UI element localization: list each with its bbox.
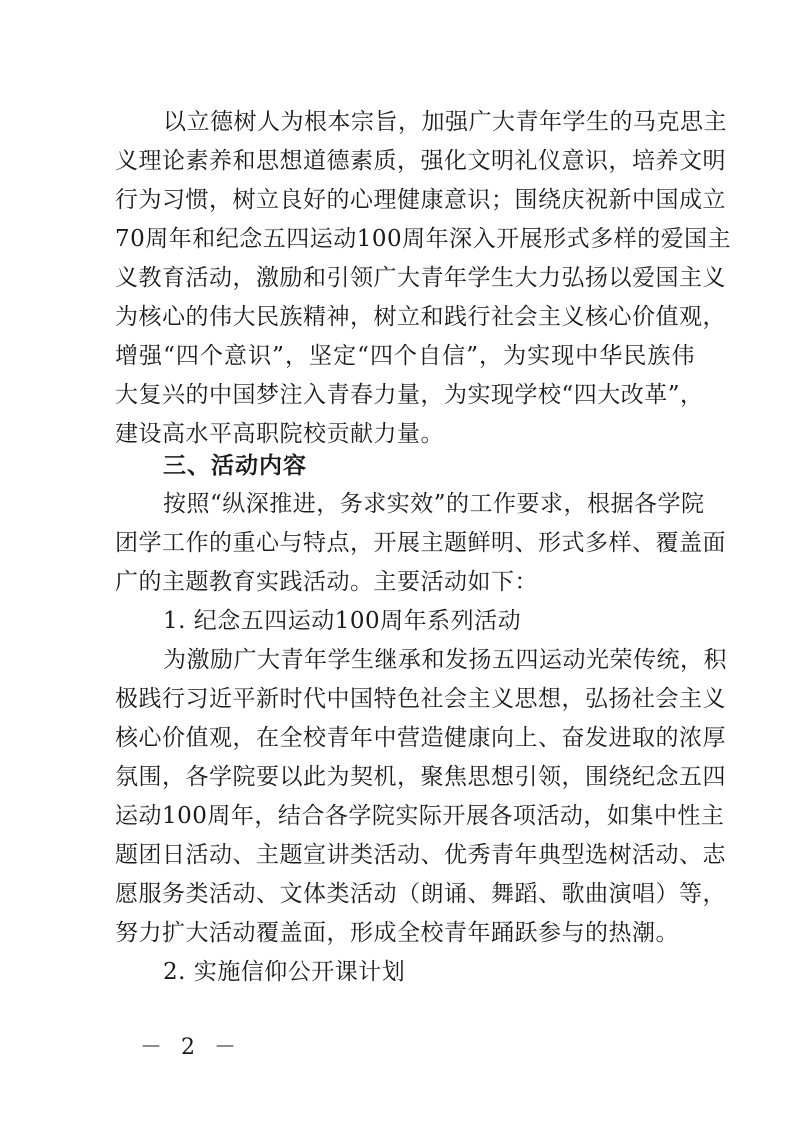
paragraph-line: 行为习惯，树立良好的心理健康意识；围绕庆祝新中国成立 [115, 187, 726, 213]
paragraph-line: 为核心的伟大民族精神，树立和践行社会主义核心价值观， [115, 304, 726, 330]
paragraph-line: 义理论素养和思想道德素质，强化文明礼仪意识，培养文明 [115, 148, 726, 174]
paragraph-line: 广的主题教育实践活动。主要活动如下： [115, 569, 538, 595]
paragraph-line: 增强“四个意识”，坚定“四个自信”，为实现中华民族伟 [115, 343, 695, 369]
section-heading: 三、活动内容 [163, 453, 307, 479]
paragraph-line: 极践行习近平新时代中国特色社会主义思想，弘扬社会主义 [115, 686, 726, 712]
paragraph-line: 愿服务类活动、文体类活动（朗诵、舞蹈、歌曲演唱）等， [115, 881, 726, 907]
paragraph-line: 义教育活动，激励和引领广大青年学生大力弘扬以爱国主义 [115, 265, 726, 291]
paragraph-line: 大复兴的中国梦注入青春力量，为实现学校“四大改革”， [115, 382, 704, 408]
paragraph-line: 70周年和纪念五四运动100周年深入开展形式多样的爱国主 [115, 226, 732, 252]
page-number: － 2 － [140, 1035, 242, 1060]
paragraph-line: 核心价值观，在全校青年中营造健康向上、奋发进取的浓厚 [115, 725, 726, 751]
paragraph-line: 以立德树人为根本宗旨，加强广大青年学生的马克思主 [163, 109, 727, 135]
paragraph-line: 运动100周年，结合各学院实际开展各项活动，如集中性主 [115, 803, 725, 829]
paragraph-line: 题团日活动、主题宣讲类活动、优秀青年典型选树活动、志 [115, 842, 726, 868]
paragraph-line: 氛围，各学院要以此为契机，聚焦思想引领，围绕纪念五四 [115, 764, 726, 790]
item-heading: 2. 实施信仰公开课计划 [163, 959, 406, 985]
paragraph-line: 团学工作的重心与特点，开展主题鲜明、形式多样、覆盖面 [115, 530, 726, 556]
paragraph-line: 为激励广大青年学生继承和发扬五四运动光荣传统，积 [163, 647, 727, 673]
item-heading: 1. 纪念五四运动100周年系列活动 [163, 608, 522, 634]
paragraph-line: 按照“纵深推进，务求实效”的工作要求，根据各学院 [163, 491, 705, 517]
paragraph-line: 建设高水平高职院校贡献力量。 [115, 421, 444, 447]
paragraph-line: 努力扩大活动覆盖面，形成全校青年踊跃参与的热潮。 [115, 920, 679, 946]
